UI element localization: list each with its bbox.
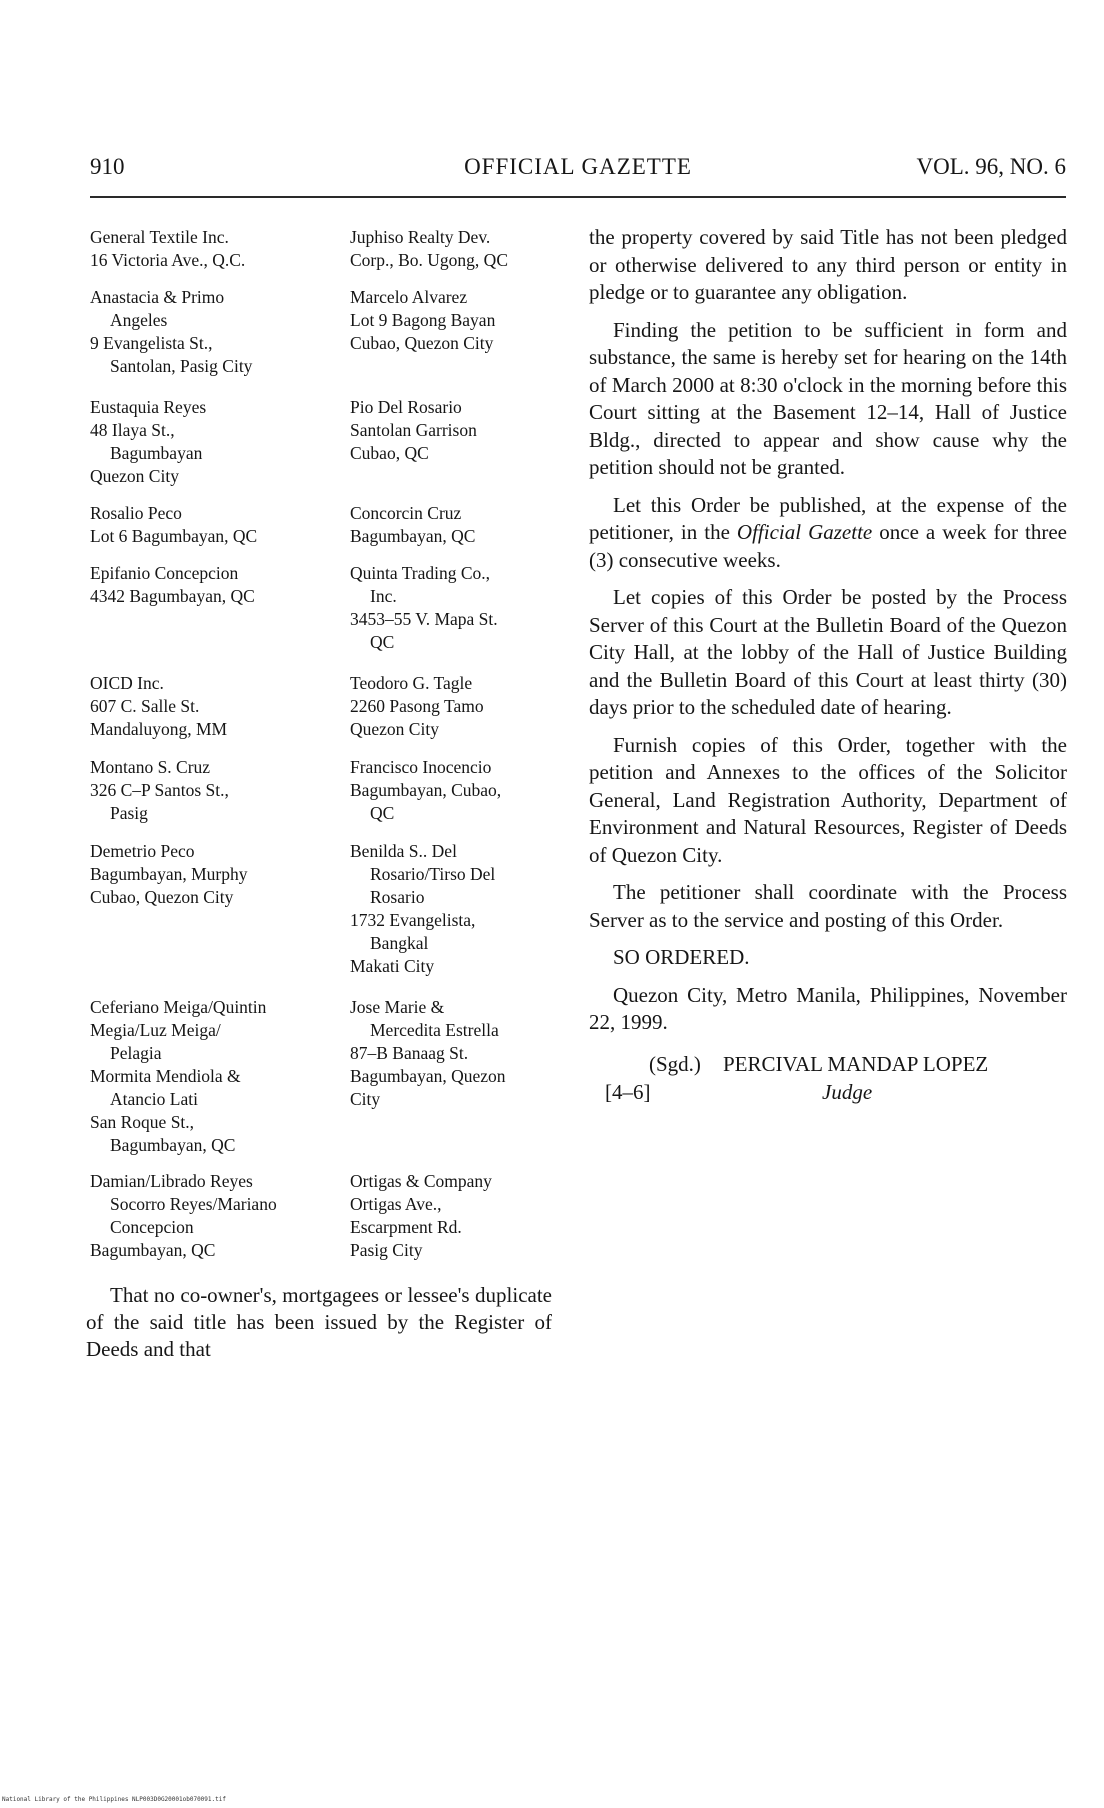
- address-entry: [90, 286, 330, 378]
- order-text-column: [589, 224, 1067, 1107]
- address-line: Eustaquia Reyes: [90, 397, 207, 417]
- address-line: Megia/Luz Meiga/: [90, 1020, 221, 1040]
- address-line: 607 C. Salle St.: [90, 696, 200, 716]
- header-rule: [90, 196, 1066, 198]
- address-line: Rosalio Peco: [90, 503, 182, 523]
- address-line: 4342 Bagumbayan, QC: [90, 586, 255, 606]
- address-line: Corp., Bo. Ugong, QC: [350, 250, 508, 270]
- paragraph-furnish-copies: Furnish copies of this Order, together with the petition and Annexes to the offices of the Solicitor General, Land Registration Authority, Department of Environment and Natural Resources, Register of Deeds of Quezon City.: [589, 732, 1067, 867]
- paragraph-property-not-pledged: the property covered by said Title has not been pledged or otherwise delivered to any third person or entity in pledge or to guarantee any obligation.: [589, 225, 1067, 304]
- address-line: Bagumbayan, Cubao,: [350, 780, 502, 800]
- so-ordered: SO ORDERED.: [613, 945, 750, 969]
- address-line: Mormita Mendiola &: [90, 1066, 241, 1086]
- address-line: Epifanio Concepcion: [90, 563, 239, 583]
- address-line: Rosario: [370, 887, 425, 907]
- page-number: 910: [90, 154, 125, 179]
- address-line: 16 Victoria Ave., Q.C.: [90, 250, 246, 270]
- address-line: Cubao, Quezon City: [350, 333, 494, 353]
- address-line: Ceferiano Meiga/Quintin: [90, 997, 267, 1017]
- address-entry: [90, 396, 330, 488]
- address-line: Marcelo Alvarez: [350, 287, 468, 307]
- address-line: Bagumbayan, QC: [350, 526, 476, 546]
- address-line: Francisco Inocencio: [350, 757, 492, 777]
- address-line: Mercedita Estrella: [370, 1020, 499, 1040]
- address-line: 1732 Evangelista,: [350, 910, 476, 930]
- address-line: Montano S. Cruz: [90, 757, 211, 777]
- address-line: Pio Del Rosario: [350, 397, 462, 417]
- address-line: 3453–55 V. Mapa St.: [350, 609, 498, 629]
- address-line: 2260 Pasong Tamo: [350, 696, 484, 716]
- address-entry: [90, 756, 330, 825]
- address-line: Quezon City: [90, 466, 179, 486]
- address-line: Quinta Trading Co.,: [350, 563, 491, 583]
- address-line: Lot 9 Bagong Bayan: [350, 310, 496, 330]
- paragraph-publication: [589, 492, 1067, 575]
- paragraph-posting: Let copies of this Order be posted by the Process Server of this Court at the Bulletin Board of the Quezon City Hall, at the lobby of the Hall of Justice Building and the Bulletin Board of this Court at least thirty (30) days prior to the scheduled date of hearing.: [589, 585, 1067, 719]
- address-line: Escarpment Rd.: [350, 1217, 462, 1237]
- address-entry: [90, 996, 330, 1157]
- reference-code: [4–6]: [605, 1079, 651, 1104]
- address-line: Concorcin Cruz: [350, 503, 462, 523]
- address-line: Angeles: [110, 310, 168, 330]
- signed-marker: (Sgd.): [649, 1051, 701, 1076]
- address-entry: [350, 286, 575, 355]
- address-line: Cubao, Quezon City: [90, 887, 234, 907]
- address-entry: [350, 756, 575, 825]
- address-line: Atancio Lati: [110, 1089, 198, 1109]
- address-line: Ortigas Ave.,: [350, 1194, 442, 1214]
- address-line: San Roque St.,: [90, 1112, 195, 1132]
- address-line: QC: [370, 803, 395, 823]
- address-line: General Textile Inc.: [90, 227, 229, 247]
- address-entry: [350, 562, 575, 654]
- address-line: Rosario/Tirso Del: [370, 864, 496, 884]
- address-line: Jose Marie &: [350, 997, 445, 1017]
- address-line: Ortigas & Company: [350, 1171, 492, 1191]
- paragraph-coordinate: The petitioner shall coordinate with the Process Server as to the service and posting of this Order.: [589, 880, 1067, 932]
- address-entry: [90, 672, 330, 741]
- address-line: Inc.: [370, 586, 397, 606]
- address-line: Benilda S.. Del: [350, 841, 457, 861]
- address-line: OICD Inc.: [90, 673, 164, 693]
- address-line: 48 Ilaya St.,: [90, 420, 175, 440]
- publication-text-end: once a week for three (3) consecutive weeks.: [589, 520, 1068, 572]
- judge-name: PERCIVAL MANDAP LOPEZ: [723, 1051, 989, 1076]
- official-gazette-italic: Official Gazette: [736, 520, 873, 544]
- address-line: Bangkal: [370, 933, 429, 953]
- address-line: 326 C–P Santos St.,: [90, 780, 229, 800]
- address-entry: [90, 226, 330, 272]
- address-entry: [90, 502, 330, 548]
- address-line: Teodoro G. Tagle: [350, 673, 473, 693]
- paragraph-hearing-set: Finding the petition to be sufficient in form and substance, the same is hereby set for hearing on the 14th of March 2000 at 8:30 o'clock in the morning before this Court sitting at the Basement 12–14, Hall of Justice Bldg., directed to appear and show cause why the petition should not be granted.: [589, 317, 1067, 479]
- paragraph-title-not-issued: That no co-owner's, mortgagees or lessee's duplicate of the said title has been issued by the Register of Deeds and that: [86, 1283, 552, 1361]
- address-line: Pasig: [110, 803, 148, 823]
- address-line: Pelagia: [110, 1043, 162, 1063]
- address-line: Bagumbayan, QC: [110, 1135, 236, 1155]
- address-line: Concepcion: [110, 1217, 194, 1237]
- place-and-date: Quezon City, Metro Manila, Philippines, November 22, 1999.: [589, 982, 1067, 1034]
- signature-block: [589, 1051, 1067, 1107]
- address-line: Anastacia & Primo: [90, 287, 225, 307]
- address-entry: [350, 840, 575, 978]
- address-line: 87–B Banaag St.: [350, 1043, 469, 1063]
- address-line: City: [350, 1089, 381, 1109]
- address-line: Quezon City: [350, 719, 439, 739]
- address-entry: [350, 1170, 575, 1262]
- left-column-paragraph: [86, 1282, 552, 1363]
- judge-title: Judge: [822, 1079, 873, 1104]
- volume-number: VOL. 96, NO. 6: [916, 154, 1066, 179]
- address-line: Makati City: [350, 956, 435, 976]
- address-entry: [350, 672, 575, 741]
- address-entry: [350, 996, 575, 1111]
- address-line: Mandaluyong, MM: [90, 719, 228, 739]
- address-line: Lot 6 Bagumbayan, QC: [90, 526, 258, 546]
- address-entry: [350, 226, 575, 272]
- page-header: [90, 154, 1066, 186]
- address-entry: [90, 1170, 330, 1262]
- address-line: Bagumbayan: [110, 443, 203, 463]
- address-line: Bagumbayan, QC: [90, 1240, 216, 1260]
- publication-text-start: Let this Order be published, at the expense of the petitioner, in the: [589, 492, 1067, 544]
- address-line: 9 Evangelista St.,: [90, 333, 213, 353]
- address-entry: [350, 396, 575, 465]
- address-entry: [90, 840, 330, 909]
- publication-title: OFFICIAL GAZETTE: [464, 154, 692, 179]
- address-line: Bagumbayan, Quezon: [350, 1066, 506, 1086]
- address-line: Pasig City: [350, 1240, 423, 1260]
- address-line: Juphiso Realty Dev.: [350, 227, 491, 247]
- address-line: Santolan Garrison: [350, 420, 477, 440]
- address-line: Santolan, Pasig City: [110, 356, 253, 376]
- address-entry: [90, 562, 330, 608]
- address-line: Socorro Reyes/Mariano: [110, 1194, 277, 1214]
- address-line: Demetrio Peco: [90, 841, 195, 861]
- address-line: Cubao, QC: [350, 443, 429, 463]
- address-entry: [350, 502, 575, 548]
- address-line: Bagumbayan, Murphy: [90, 864, 248, 884]
- scan-footer: National Library of the Philippines NLP003D0G20001ob070091.tif: [2, 1796, 226, 1803]
- address-line: Damian/Librado Reyes: [90, 1171, 253, 1191]
- address-line: QC: [370, 632, 395, 652]
